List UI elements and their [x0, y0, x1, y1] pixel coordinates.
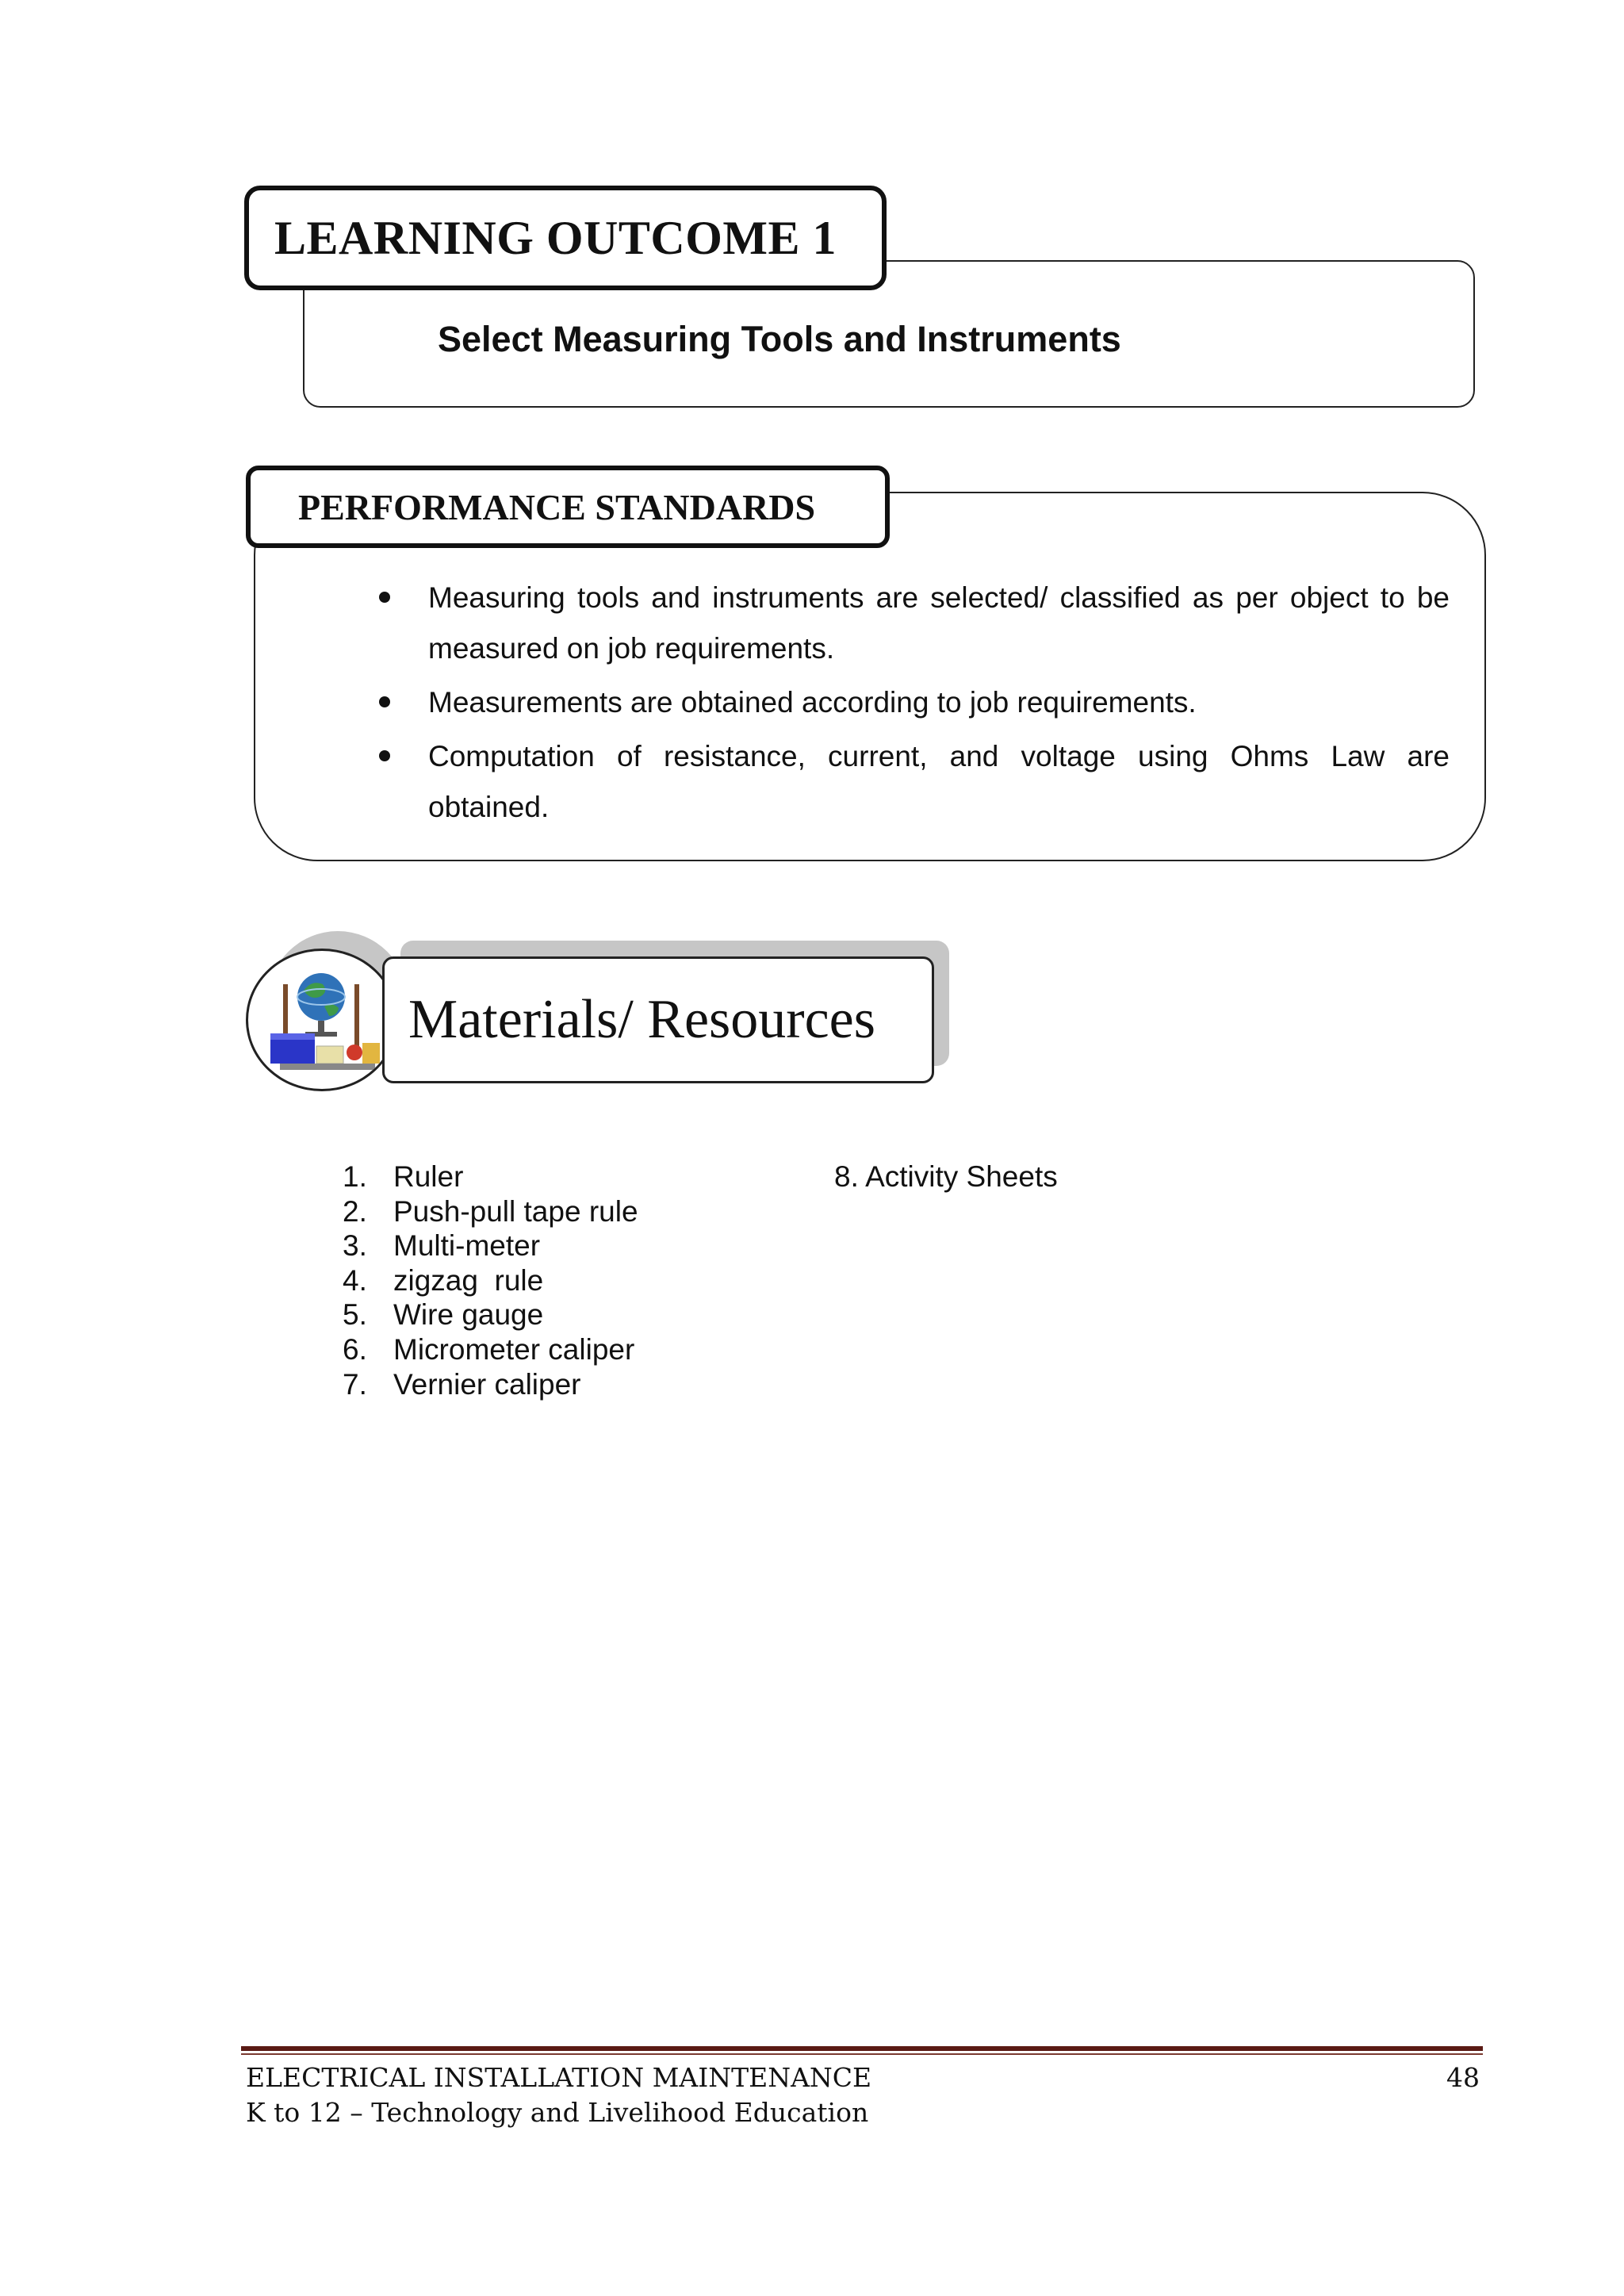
performance-standards-list [373, 573, 1450, 836]
list-item: Measurements are obtained according to job requirements. [373, 677, 1450, 728]
footer-title: ELECTRICAL INSTALLATION MAINTENANCE [246, 2062, 872, 2093]
list-item: 1. Ruler [343, 1160, 464, 1193]
materials-title: Materials/ Resources [408, 989, 875, 1050]
globe-and-tools-icon [246, 949, 398, 1091]
performance-standards-label: PERFORMANCE STANDARDS [298, 486, 816, 527]
materials-header [382, 956, 934, 1083]
learning-outcome-label: LEARNING OUTCOME 1 [274, 211, 837, 264]
list-item: 4. zigzag rule [343, 1263, 544, 1297]
bullet-icon [379, 592, 390, 603]
list-item: Computation of resistance, current, and voltage using Ohms Law are obtained. [373, 731, 1450, 833]
page-number: 48 [1446, 2062, 1480, 2093]
materials-list-continued [834, 1159, 1058, 1194]
performance-standards-tab [246, 466, 890, 548]
list-item: 8. Activity Sheets [834, 1160, 1058, 1193]
footer-rule-thin [241, 2053, 1483, 2055]
list-item: 6. Micrometer caliper [343, 1332, 635, 1366]
learning-outcome-subtitle: Select Measuring Tools and Instruments [438, 319, 1121, 359]
footer-rule [241, 2046, 1483, 2051]
bullet-icon [379, 750, 390, 761]
list-item: 5. Wire gauge [343, 1298, 544, 1332]
learning-outcome-tab [244, 186, 887, 290]
footer-subtitle: K to 12 – Technology and Livelihood Education [246, 2097, 869, 2128]
list-item: 3. Multi-meter [343, 1229, 541, 1263]
list-item: 2. Push-pull tape rule [343, 1194, 638, 1228]
bullet-icon [379, 696, 390, 707]
materials-list [343, 1159, 638, 1401]
list-item: 7. Vernier caliper [343, 1367, 581, 1401]
list-item: Measuring tools and instruments are selected/ classified as per object to be measured on job requirements. [373, 573, 1450, 674]
